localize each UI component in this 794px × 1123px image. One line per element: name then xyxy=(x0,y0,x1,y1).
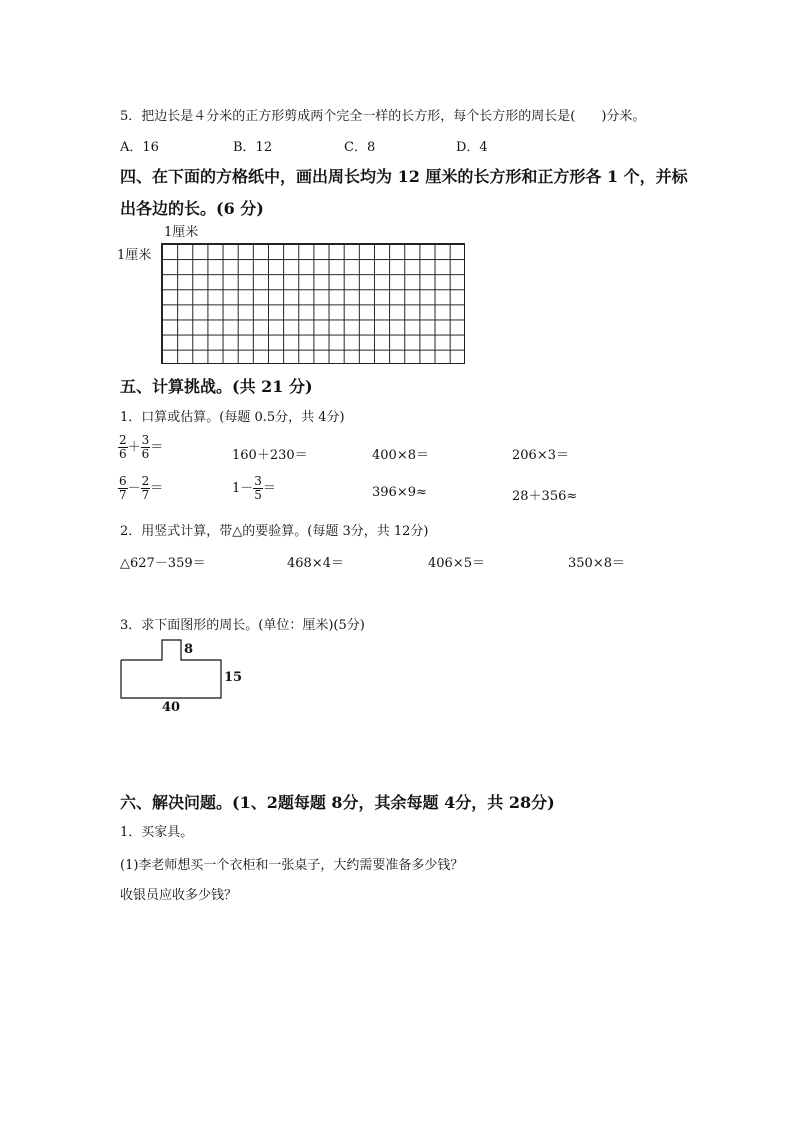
numerator: 2 xyxy=(141,474,150,488)
equals: ＝ xyxy=(262,481,276,496)
vertical-calc-4: 350×8＝ xyxy=(568,556,625,571)
calc-160-230: 160＋230＝ xyxy=(232,448,308,463)
numerator: 3 xyxy=(141,433,150,447)
section-5-title: 五、计算挑战。(共 21 分) xyxy=(120,377,313,396)
grid-unit-left-label: 1厘米 xyxy=(117,248,152,263)
option-c[interactable]: C．8 xyxy=(344,140,376,155)
one-minus-fraction xyxy=(232,475,276,502)
calc-28-356: 28＋356≈ xyxy=(512,489,578,504)
denominator: 7 xyxy=(141,488,150,502)
equals: ＝ xyxy=(150,440,164,455)
question-1-sub-1: (1)李老师想买一个衣柜和一张桌子，大约需要准备多少钱？ xyxy=(120,858,464,873)
part-3-title: 3．求下面图形的周长。(单位：厘米)(5分) xyxy=(120,618,365,633)
question-5-stem: 5．把边长是４分米的正方形剪成两个完全一样的长方形，每个长方形的周长是( )分米。 xyxy=(120,109,646,124)
option-b[interactable]: B．12 xyxy=(233,140,273,155)
vertical-calc-3: 406×5＝ xyxy=(428,556,485,571)
vertical-calc-1: △627－359＝ xyxy=(120,556,206,571)
calc-400-8: 400×8＝ xyxy=(372,448,429,463)
denominator: 6 xyxy=(141,447,150,461)
numerator: 2 xyxy=(119,433,127,447)
grid-paper[interactable] xyxy=(161,243,465,364)
section-6-title: 六、解决问题。(1、2题每题 8分，其余每题 4分，共 28分) xyxy=(120,793,555,812)
denominator: 6 xyxy=(119,447,127,461)
denominator: 5 xyxy=(254,488,262,502)
label-8: 8 xyxy=(184,642,194,657)
calc-396-9: 396×9≈ xyxy=(372,485,427,500)
section-4-title-line2: 出各边的长。(6 分) xyxy=(120,199,264,218)
question-1-sub-2: 收银员应收多少钱？ xyxy=(120,888,238,903)
label-40: 40 xyxy=(162,700,181,715)
section-4-title-line1: 四、在下面的方格纸中，画出周长均为 12 厘米的长方形和正方形各 1 个，并标 xyxy=(120,167,688,186)
calc-206-3: 206×3＝ xyxy=(512,448,569,463)
label-15: 15 xyxy=(224,670,243,685)
prefix: 1－ xyxy=(232,481,254,496)
operator: － xyxy=(127,481,141,496)
part-1-title: 1．口算或估算。(每题 0.5分，共 4分) xyxy=(120,410,345,425)
denominator: 7 xyxy=(119,488,127,502)
operator: ＋ xyxy=(127,440,141,455)
part-2-title: 2．用竖式计算，带△的要验算。(每题 3分，共 12分) xyxy=(120,524,429,539)
numerator: 3 xyxy=(254,474,262,488)
question-1-title: 1．买家具。 xyxy=(120,825,194,840)
vertical-calc-2: 468×4＝ xyxy=(287,556,344,571)
fraction-subtraction xyxy=(118,475,163,502)
fraction-addition xyxy=(118,434,163,461)
figure-outline xyxy=(121,640,221,698)
equals: ＝ xyxy=(150,481,164,496)
numerator: 6 xyxy=(119,474,127,488)
option-d[interactable]: D．4 xyxy=(456,140,488,155)
option-a[interactable]: A．16 xyxy=(120,140,159,155)
grid-unit-top-label: 1厘米 xyxy=(164,225,199,240)
